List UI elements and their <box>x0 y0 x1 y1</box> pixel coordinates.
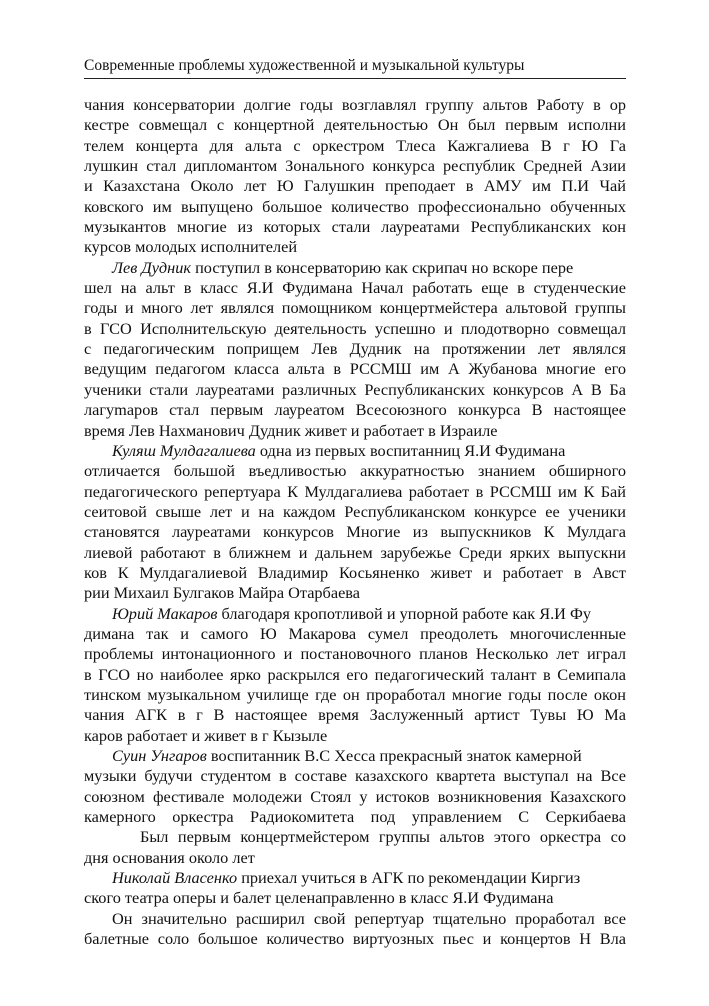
text-line: курсов молодых исполнителей <box>84 237 298 257</box>
text-line: дня основания около лет <box>84 847 255 867</box>
text-line: телем концерта для альта с оркестром Тлеса Кажгалиева В г Ю Га <box>84 135 626 155</box>
paragraph-first-line: Он значительно расширил свой репертуар тщательно проработал все <box>112 908 626 928</box>
text-line: димана так и самого Ю Макарова сумел преодолеть многочисленные <box>84 623 626 643</box>
text-line: отличается большой въедливостью аккуратностью знанием обширного <box>84 461 626 481</box>
text-line: Был первым концертмейстером группы альтов этого оркестра со <box>140 827 626 847</box>
text-line: музыкантов многие из которых стали лауреатами Республиканских кон <box>84 217 626 237</box>
body-text <box>84 95 626 949</box>
paragraph-first-line <box>84 746 626 766</box>
person-name: Лев Дудник <box>112 257 191 277</box>
person-name: Николай Власенко <box>112 868 238 888</box>
text-run: поступил в консерваторию как скрипач но вскоре пере <box>191 257 574 277</box>
text-line: чания АГК в г В настоящее время Заслуженный артист Тувы Ю Ма <box>84 705 626 725</box>
text-line: с педагогическим поприщем Лев Дудник на протяжении лет являлся <box>84 339 626 359</box>
text-line: ков К Мулдагалиевой Владимир Косьяненко живет и работает в Авст <box>84 562 626 582</box>
text-line: кестре совмещал с концертной деятельностью Он был первым исполни <box>84 115 626 135</box>
text-line: сеитовой свыше лет и на каждом Республиканском конкурсе ее ученики <box>84 501 626 521</box>
paragraph-first-line <box>84 868 626 888</box>
text-line: лушкин стал дипломантом Зонального конкурса республик Средней Азии <box>84 156 626 176</box>
text-line: и Казахстана Около лет Ю Галушкин преподает в АМУ им П.И Чай <box>84 176 626 196</box>
text-run: приехал учиться в АГК по рекомендации Киргиз <box>237 868 581 888</box>
document-page <box>84 56 626 949</box>
text-line: педагогического репертуара К Мулдагалиева работает в РССМШ им К Бай <box>84 481 626 501</box>
text-run: воспитанник В.С Хесса прекрасный знаток камерной <box>206 746 582 765</box>
text-line: ского театра оперы и балет целенаправленно в класс Я.И Фудимана <box>84 888 554 908</box>
text-line: в ГСО Исполнительскую деятельность успешно и плодотворно совмещал <box>84 318 626 338</box>
text-line: камерного оркестра Радиокомитета под управлением С Серкибаева <box>84 807 626 827</box>
text-line: ковского им выпущено большое количество профессионально обученных <box>84 196 626 216</box>
text-line: рии Михаил Булгаков Майра Отарбаева <box>84 583 360 603</box>
text-line: в ГСО но наиболее ярко раскрылся его педагогический талант в Семипала <box>84 664 626 684</box>
person-name: Куляш Мулдагалиева <box>112 440 256 460</box>
text-line: годы и много лет являлся помощником концертмейстера альтовой группы <box>84 298 626 318</box>
paragraph-first-line <box>84 258 626 278</box>
paragraph-first-line <box>84 604 626 624</box>
text-line: лагуmаров стал первым лауреатом Всесоюзного конкурса В настоящее <box>84 400 626 420</box>
text-line: каров работает и живет в г Кызыле <box>84 725 328 745</box>
text-line: время Лев Нахманович Дудник живет и работает в Израиле <box>84 420 498 440</box>
text-line: музыки будучи студентом в составе казахского квартета выступал на Все <box>84 766 626 786</box>
text-line: ученики стали лауреатами различных Республиканских конкурсов А В Ба <box>84 379 626 399</box>
text-line: проблемы интонационного и постановочного планов Несколько лет играл <box>84 644 626 664</box>
paragraph-first-line <box>84 441 626 461</box>
text-run: одна из первых воспитанниц Я.И Фудимана <box>255 440 566 460</box>
text-line: чания консерватории долгие годы возглавлял группу альтов Работу в ор <box>84 95 626 114</box>
text-line: лиевой работают в ближнем и дальнем зарубежье Среди ярких выпускни <box>84 542 626 562</box>
person-name: Юрий Макаров <box>112 603 218 623</box>
running-header: Современные проблемы художественной и музыкальной культуры <box>84 56 626 79</box>
person-name: Суин Унгаров <box>112 746 207 765</box>
text-run: благодаря кропотливой и упорной работе как Я.И Фу <box>217 603 591 623</box>
text-line: ведущим педагогом класса альта в РССМШ им А Жубанова многие его <box>84 359 626 379</box>
text-line: балетные соло большое количество виртуозных пьес и концертов Н Вла <box>84 929 626 949</box>
text-line: становятся лауреатами конкурсов Многие из выпускников К Мулдага <box>84 522 626 542</box>
text-line: шел на альт в класс Я.И Фудимана Начал работать еще в студенческие <box>84 278 626 298</box>
text-line: тинском музыкальном училище где он проработал многие годы после окон <box>84 684 626 704</box>
text-line: союзном фестивале молодежи Стоял у истоков возникновения Казахского <box>84 786 626 806</box>
